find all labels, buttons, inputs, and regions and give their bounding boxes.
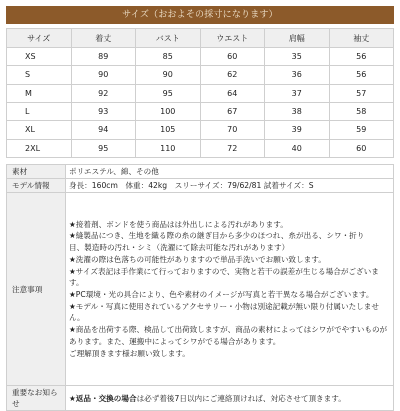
notes-line: ★モデル・写真に使用されているアクセサリー・小物は別途記載が無い限り付属いたしません。	[69, 301, 379, 323]
header-waist: ウエスト	[200, 29, 265, 48]
table-row	[7, 139, 394, 157]
waist-cell: 60	[200, 48, 265, 66]
table-row	[7, 48, 394, 66]
size-banner: サイズ（おおよその採寸になります）	[6, 6, 394, 24]
shoulder-cell: 36	[265, 66, 330, 84]
length-cell: 93	[71, 102, 136, 120]
size-label: XL	[7, 121, 72, 139]
material-value: ポリエステル、綿、その他	[66, 165, 394, 179]
waist-cell: 62	[200, 66, 265, 84]
waist-cell: 67	[200, 102, 265, 120]
bust-cell: 85	[136, 48, 201, 66]
shoulder-cell: 40	[265, 139, 330, 157]
shoulder-cell: 39	[265, 121, 330, 139]
sleeve-cell: 59	[329, 121, 394, 139]
bust-cell: 90	[136, 66, 201, 84]
table-row	[7, 66, 394, 84]
notes-line: 目、製造時の汚れ・シミ（洗濯にて除去可能な汚れがあります）	[69, 243, 290, 253]
size-label: S	[7, 66, 72, 84]
notes-line: ★縫製品につき、生地を織る際の糸の継ぎ目から多少のほつれ、糸が出る、シワ・折り	[69, 231, 365, 241]
waist-cell: 72	[200, 139, 265, 157]
material-label: 素材	[7, 165, 66, 179]
important-content	[66, 386, 394, 411]
notes-label: 注意事項	[7, 193, 66, 386]
model-row	[7, 179, 394, 193]
size-label: 2XL	[7, 139, 72, 157]
notes-line: ★洗濯の際は色落ちの可能性がありますので単品手洗いでお願い致します。	[69, 254, 326, 264]
notes-content	[66, 193, 394, 386]
header-shoulder: 肩幅	[265, 29, 330, 48]
length-cell: 90	[71, 66, 136, 84]
notes-line: ★サイズ表記は手作業にて行っておりますので、実物と若干の誤差が生じる場合がございます。	[69, 266, 379, 288]
length-cell: 89	[71, 48, 136, 66]
waist-cell: 64	[200, 84, 265, 102]
size-label: L	[7, 102, 72, 120]
size-label: M	[7, 84, 72, 102]
table-row	[7, 102, 394, 120]
important-label: 重要なお知らせ	[7, 386, 66, 411]
model-label: モデル情報	[7, 179, 66, 193]
sleeve-cell: 58	[329, 102, 394, 120]
shoulder-cell: 38	[265, 102, 330, 120]
length-cell: 94	[71, 121, 136, 139]
important-bold-text: ★返品・交換の場合	[69, 393, 137, 403]
table-row	[7, 84, 394, 102]
important-text: は必ず着後7日以内にご連絡頂ければ、対応させて頂きます。	[136, 393, 346, 403]
model-value: 身長：160cm 体重：42kg スリーサイズ：79/62/81 試着サイズ：S	[66, 179, 394, 193]
length-cell: 92	[71, 84, 136, 102]
shoulder-cell: 35	[265, 48, 330, 66]
header-sleeve: 袖丈	[329, 29, 394, 48]
notes-line: ★接着剤、ボンドを使う商品はは外出しによる汚れがあります。	[69, 219, 288, 229]
length-cell: 95	[71, 139, 136, 157]
sleeve-cell: 57	[329, 84, 394, 102]
notes-line: ★商品を出荷する際、検品して出荷致しますが、商品の素材によってはシワがでやすいものがあります。また、運搬中によってシワがでる場合があります。	[69, 325, 388, 346]
notes-row	[7, 193, 394, 386]
product-info-table	[6, 164, 394, 411]
header-length: 着丈	[71, 29, 136, 48]
important-row	[7, 386, 394, 411]
notes-line: ★PC環境・光の具合により、色や素材のイメージが写真と若干異なる場合がございます。	[69, 290, 374, 299]
bust-cell: 105	[136, 121, 201, 139]
bust-cell: 95	[136, 84, 201, 102]
sleeve-cell: 56	[329, 48, 394, 66]
bust-cell: 100	[136, 102, 201, 120]
sleeve-cell: 60	[329, 139, 394, 157]
table-row	[7, 121, 394, 139]
header-size: サイズ	[7, 29, 72, 48]
header-bust: バスト	[136, 29, 201, 48]
material-row	[7, 165, 394, 179]
size-table-header	[7, 29, 394, 48]
size-label: XS	[7, 48, 72, 66]
sleeve-cell: 56	[329, 66, 394, 84]
waist-cell: 70	[200, 121, 265, 139]
size-table	[6, 28, 394, 158]
bust-cell: 110	[136, 139, 201, 157]
shoulder-cell: 37	[265, 84, 330, 102]
notes-line: ご理解頂きます様お願い致します。	[69, 348, 190, 358]
